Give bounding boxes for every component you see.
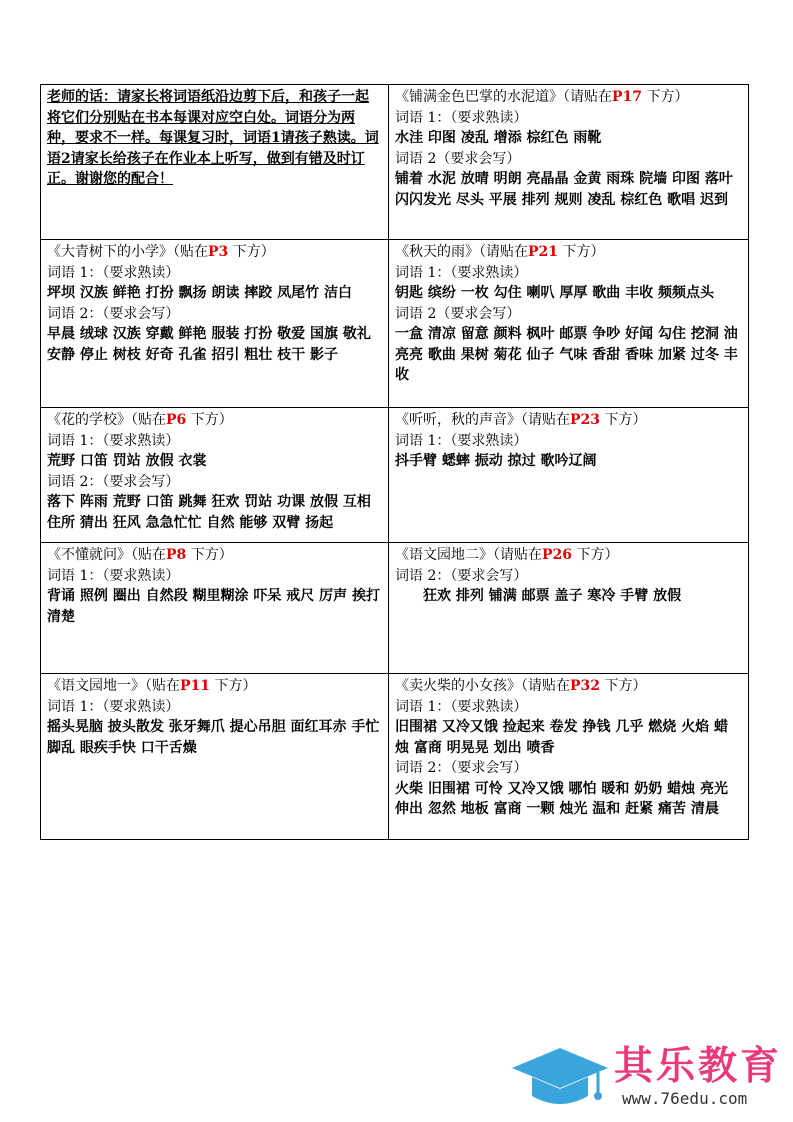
words1-list: 坪坝 汉族 鲜艳 打扮 飘扬 朗读 摔跤 凤尾竹 洁白 xyxy=(47,285,352,301)
words2-heading: 词语 2（要求会写） xyxy=(395,150,521,167)
page-ref: P3 xyxy=(208,244,229,260)
lesson-title-suffix: 下方） xyxy=(232,244,275,260)
table-row xyxy=(41,240,749,408)
words2-list: 落下 阵雨 荒野 口笛 跳舞 狂欢 罚站 功课 放假 互相 住所 猜出 狂风 急急忙忙 自然 能够 双臂 扬起 xyxy=(47,494,371,531)
lesson-title xyxy=(47,676,381,697)
words2-heading: 词语 2：（要求会写） xyxy=(395,760,528,776)
table-row xyxy=(41,674,749,840)
words2-list: 铺着 水泥 放晴 明朗 亮晶晶 金黄 雨珠 院墙 印图 落叶 闪闪发光 尽头 平展 排列 规则 凌乱 棕红色 歌唱 迟到 xyxy=(395,171,733,208)
lesson-cell xyxy=(389,543,749,674)
lesson-cell xyxy=(41,240,389,408)
lesson-cell xyxy=(41,543,389,674)
vocabulary-table xyxy=(40,84,749,840)
page-ref: P6 xyxy=(166,412,187,428)
lesson-title-suffix: 下方） xyxy=(562,244,605,260)
lesson-cell xyxy=(389,408,749,543)
lesson-title-text: 《秋天的雨》（请贴在 xyxy=(395,244,528,260)
lesson-title-suffix: 下方） xyxy=(190,547,233,563)
brand-name: 其乐教育 xyxy=(614,1044,783,1089)
words2-heading: 词语 2（要求会写） xyxy=(395,305,521,322)
lesson-title xyxy=(395,242,741,263)
lesson-title-suffix: 下方） xyxy=(576,547,619,563)
page-ref: P32 xyxy=(570,678,601,694)
page-ref: P26 xyxy=(542,547,573,563)
words1-heading: 词语 1：（要求熟读） xyxy=(395,432,528,449)
words1-heading: 词语 1：（要求熟读） xyxy=(47,567,180,584)
lesson-title-text: 《语文园地二》（请贴在 xyxy=(395,547,542,563)
lesson-title-text: 《语文园地一》（贴在 xyxy=(47,678,180,694)
page-ref: P23 xyxy=(570,412,601,428)
words2-heading: 词语 2：（要求会写） xyxy=(47,305,180,322)
words1-heading: 词语 1：（要求熟读） xyxy=(395,264,528,281)
words2-heading: 词语 2：（要求会写） xyxy=(47,473,180,490)
lesson-title-text: 《卖火柴的小女孩》（请贴在 xyxy=(395,678,570,694)
lesson-title-suffix: 下方） xyxy=(214,678,257,694)
lesson-cell xyxy=(389,85,749,240)
words1-heading: 词语 1：（要求熟读） xyxy=(395,109,528,126)
lesson-title xyxy=(395,545,741,566)
words1-list: 抖手臂 蟋蟀 振动 掠过 歌吟辽阔 xyxy=(395,453,597,469)
lesson-title xyxy=(47,545,381,566)
lesson-cell xyxy=(389,240,749,408)
lesson-cell xyxy=(41,408,389,543)
lesson-title xyxy=(395,410,741,431)
lesson-title-suffix: 下方） xyxy=(604,678,647,694)
teacher-note-cell xyxy=(41,85,389,240)
words1-list: 旧围裙 又冷又饿 捡起来 卷发 挣钱 几乎 燃烧 火焰 蜡烛 富商 明晃晃 划出 喷香 xyxy=(395,719,728,756)
words1-heading: 词语 1：（要求熟读） xyxy=(395,698,528,715)
words1-list: 水洼 印图 凌乱 增添 棕红色 雨靴 xyxy=(395,130,602,146)
words1-heading: 词语 1：（要求熟读） xyxy=(47,432,180,449)
words2-list: 一盒 清凉 留意 颜料 枫叶 邮票 争吵 好闻 勾住 挖洞 油亮亮 歌曲 果树 菊花 仙子 气味 香甜 香味 加紧 过冬 丰收 xyxy=(395,326,738,383)
words1-heading: 词语 1：（要求熟读） xyxy=(47,698,180,715)
words1-list: 背诵 照例 圈出 自然段 糊里糊涂 吓呆 戒尺 厉声 挨打 清楚 xyxy=(47,588,380,625)
lesson-cell xyxy=(389,674,749,840)
lesson-title-text: 《大青树下的小学》（贴在 xyxy=(47,244,208,260)
lesson-title xyxy=(395,676,741,697)
table-row xyxy=(41,408,749,543)
lesson-title-text: 《铺满金色巴掌的水泥道》（请贴在 xyxy=(395,89,612,105)
brand-url: www.76edu.com xyxy=(622,1089,748,1108)
page-ref: P17 xyxy=(612,89,643,105)
lesson-title xyxy=(47,242,381,263)
words1-heading: 词语 1：（要求熟读） xyxy=(47,264,180,281)
words1-list: 狂欢 排列 铺满 邮票 盖子 寒冷 手臂 放假 xyxy=(423,588,682,604)
words2-list: 火柴 旧围裙 可怜 又冷又饿 哪怕 暖和 奶奶 蜡烛 亮光 伸出 忽然 地板 富商 一颗 烛光 温和 赶紧 痛苦 清晨 xyxy=(395,780,728,817)
brand-logo xyxy=(510,1040,790,1115)
table-row xyxy=(41,543,749,674)
lesson-title xyxy=(47,410,381,431)
words1-heading: 词语 2：（要求会写） xyxy=(395,567,528,584)
lesson-title-suffix: 下方） xyxy=(646,89,689,105)
lesson-cell xyxy=(41,674,389,840)
teacher-note: 老师的话：请家长将词语纸沿边剪下后，和孩子一起将它们分别贴在书本每课对应空白处。词语分为两种，要求不一样。每课复习时，词语1请孩子熟读。词语2请家长给孩子在作业本上听写，做到有错及时订正。谢谢您的配合！ xyxy=(47,89,379,187)
words1-list: 钥匙 缤纷 一枚 勾住 喇叭 厚厚 歌曲 丰收 频频点头 xyxy=(395,285,714,301)
graduation-cap-icon xyxy=(510,1044,610,1114)
page-ref: P8 xyxy=(166,547,187,563)
words2-list: 早晨 绒球 汉族 穿戴 鲜艳 服装 打扮 敬爱 国旗 敬礼 安静 停止 树枝 好奇 孔雀 招引 粗壮 枝干 影子 xyxy=(47,326,371,363)
page-ref: P21 xyxy=(528,244,559,260)
words1-list: 荒野 口笛 罚站 放假 衣裳 xyxy=(47,453,207,469)
words1-list: 摇头晃脑 披头散发 张牙舞爪 提心吊胆 面红耳赤 手忙脚乱 眼疾手快 口干舌燥 xyxy=(47,719,380,756)
page-ref: P11 xyxy=(180,678,211,694)
lesson-title xyxy=(395,87,741,108)
lesson-title-text: 《花的学校》（贴在 xyxy=(47,412,166,428)
lesson-title-text: 《不懂就问》（贴在 xyxy=(47,547,166,563)
lesson-title-text: 《听听，秋的声音》（请贴在 xyxy=(395,412,570,428)
lesson-title-suffix: 下方） xyxy=(604,412,647,428)
table-row xyxy=(41,85,749,240)
lesson-title-suffix: 下方） xyxy=(190,412,233,428)
